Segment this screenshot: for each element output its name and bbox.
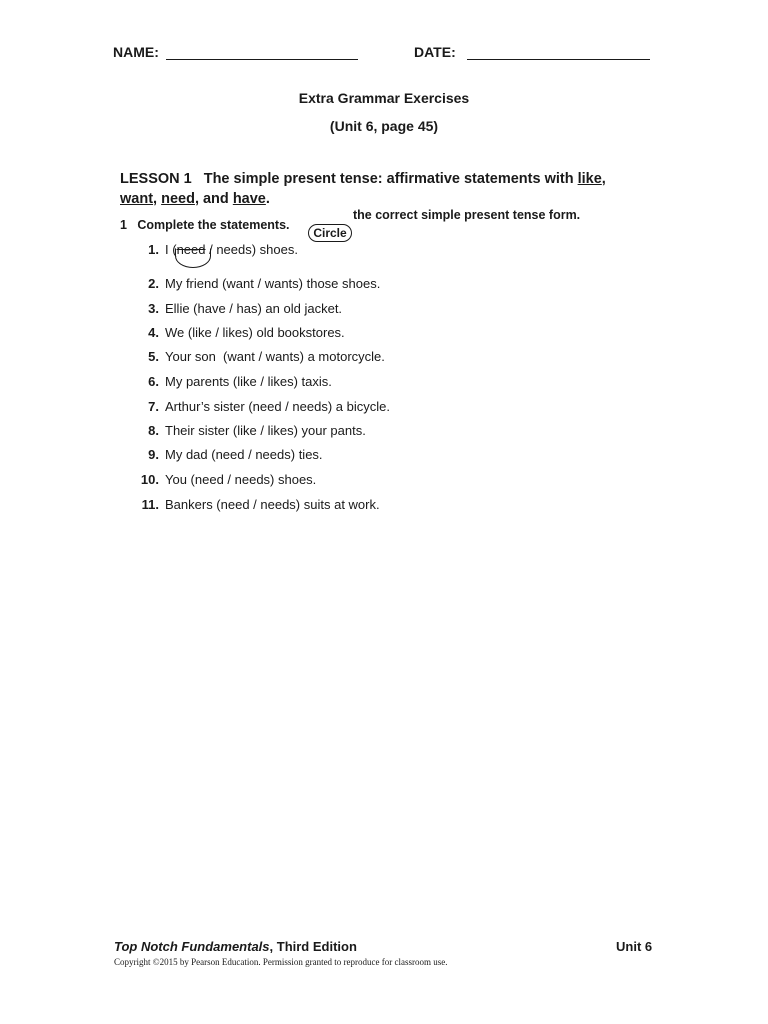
item-number: 9. <box>148 447 159 462</box>
exercise-item <box>128 301 342 317</box>
item-number: 11. <box>141 497 159 512</box>
item-text[interactable]: My parents (like / likes) taxis. <box>165 374 332 389</box>
exercise-item <box>128 447 323 463</box>
item-number: 1. <box>148 242 159 257</box>
exercise-item <box>128 242 298 258</box>
exercise-item <box>128 374 332 390</box>
handwritten-circle-mark <box>175 248 211 268</box>
exercise-number: 1 <box>120 218 127 232</box>
lesson-joiner: , and <box>194 191 229 207</box>
item-number: 7. <box>148 399 159 414</box>
item-text[interactable]: Their sister (like / likes) your pants. <box>165 423 366 438</box>
item-text[interactable]: Your son (want / wants) a motorcycle. <box>165 349 385 364</box>
date-blank-line <box>467 59 650 60</box>
keyword-need: need <box>161 191 195 207</box>
book-title: Top Notch Fundamentals <box>114 939 270 954</box>
circle-word: Circle <box>308 224 352 242</box>
item-text-pre: I ( <box>165 242 177 257</box>
exercise-instruction-start <box>120 218 290 232</box>
lesson-heading-end: . <box>265 191 270 207</box>
item-text[interactable]: We (like / likes) old bookstores. <box>165 325 345 340</box>
exercise-item <box>128 276 380 292</box>
exercise-item <box>128 325 345 341</box>
item-text[interactable]: Arthur’s sister (need / needs) a bicycle. <box>165 399 390 414</box>
footer-unit: Unit 6 <box>616 939 653 954</box>
item-number: 4. <box>148 325 159 340</box>
item-text[interactable]: You (need / needs) shoes. <box>165 472 317 487</box>
exercise-item <box>128 399 390 415</box>
exercise-item <box>128 497 380 513</box>
exercise-instruction-end: the correct simple present tense form. <box>353 208 581 222</box>
name-blank-line <box>166 59 358 60</box>
date-label: DATE: <box>414 44 456 60</box>
item-number: 2. <box>148 276 159 291</box>
item-text-post: / needs) shoes. <box>205 242 298 257</box>
keyword-want: want <box>120 191 154 207</box>
item-number: 10. <box>140 472 159 487</box>
instruction-text: Complete the statements. <box>137 218 290 232</box>
item-text[interactable]: Bankers (need / needs) suits at work. <box>165 497 380 512</box>
item-number: 8. <box>148 423 159 438</box>
exercise-item <box>128 472 316 488</box>
item-text[interactable]: My dad (need / needs) ties. <box>165 447 323 462</box>
item-text[interactable]: Ellie (have / has) an old jacket. <box>165 301 343 316</box>
lesson-heading-text: The simple present tense: affirmative statements with <box>203 171 574 187</box>
lesson-number: LESSON 1 <box>120 171 192 187</box>
page-subtitle: (Unit 6, page 45) <box>329 118 439 134</box>
keyword-have: have <box>232 191 266 207</box>
exercise-item <box>128 423 366 439</box>
struck-word[interactable]: need <box>176 242 206 257</box>
item-number: 6. <box>148 374 159 389</box>
book-edition: , Third Edition <box>269 939 357 954</box>
footer-book-title <box>114 939 357 954</box>
item-number: 3. <box>148 301 159 316</box>
lesson-heading: LESSON 1 The simple present tense: affirmative statements with like, want, need, and have. <box>120 171 606 207</box>
item-text[interactable]: My friend (want / wants) those shoes. <box>165 276 381 291</box>
name-label: NAME: <box>113 44 159 60</box>
keyword-like: like <box>577 171 602 187</box>
exercise-item <box>128 349 385 365</box>
page-title: Extra Grammar Exercises <box>298 90 470 106</box>
item-number: 5. <box>148 349 159 364</box>
copyright-notice: Copyright ©2015 by Pearson Education. Permission granted to reproduce for classroom use. <box>114 957 448 967</box>
